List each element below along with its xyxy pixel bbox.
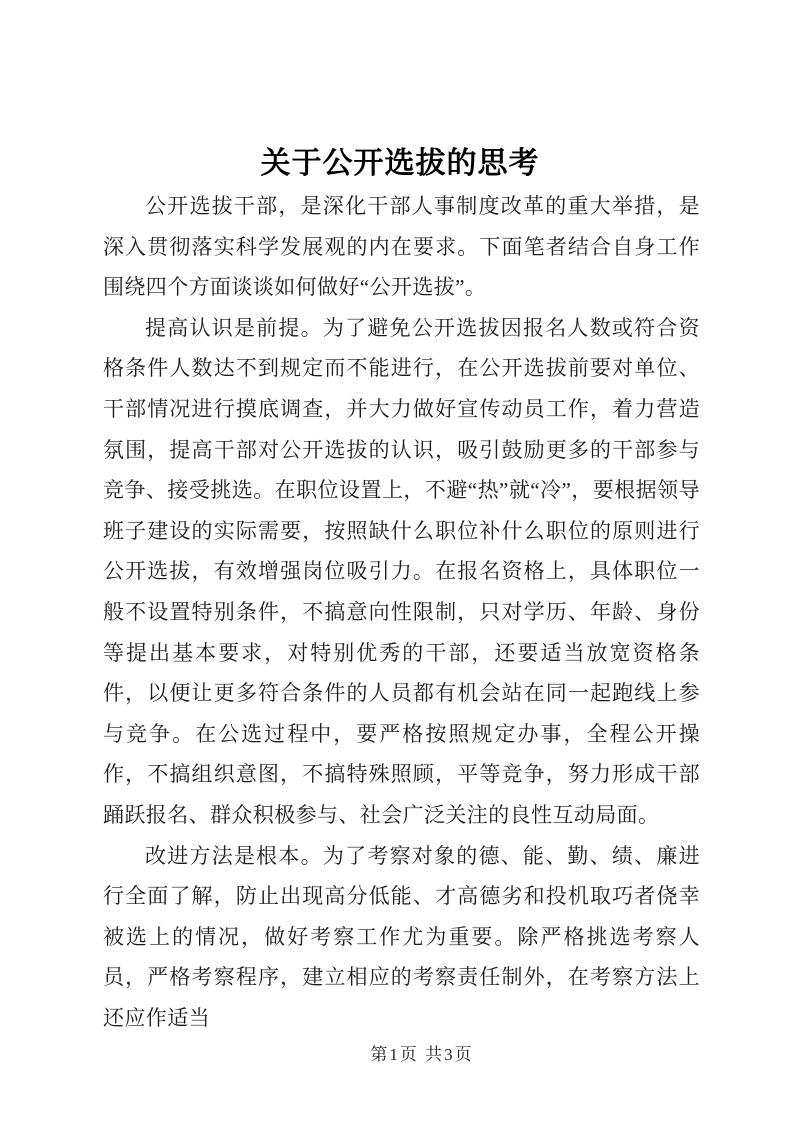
paragraph-raise-awareness: 提高认识是前提。为了避免公开选拔因报名人数或符合资格条件人数达不到规定而不能进行，在公开选拔前要对单位、干部情况进行摸底调查，并大力做好宣传动员工作，着力营造氛围，提高干部对公开选拔的认识，吸引鼓励更多的干部参与竞争、接受挑选。在职位设置上，不避“热”就“冷”，要根据领导班子建设的实际需要，按照缺什么职位补什么职位的原则进行公开选拔，有效增强岗位吸引力。在报名资格上，具体职位一般不设置特别条件，不搞意向性限制，只对学历、年龄、身份等提出基本要求，对特别优秀的干部，还要适当放宽资格条件，以便让更多符合条件的人员都有机会站在同一起跑线上参与竞争。在公选过程中，要严格按照规定办事，全程公开操作，不搞组织意图，不搞特殊照顾，平等竞争，努力形成干部踊跃报名、群众积极参与、社会广泛关注的良性互动局面。	[103, 315, 700, 827]
document-body	[0, 186, 800, 1038]
page-number-label: 第1页 共3页	[370, 1045, 474, 1064]
page-title: 关于公开选拔的思考	[260, 147, 540, 180]
page-footer	[0, 1040, 800, 1065]
paragraph-improve-methods: 改进方法是根本。为了考察对象的德、能、勤、绩、廉进行全面了解，防止出现高分低能、才高德劣和投机取巧者侥幸被选上的情况，做好考察工作尤为重要。除严格挑选考察人员，严格考察程序，建立相应的考察责任制外，在考察方法上还应作适当	[103, 843, 700, 1030]
paragraph-intro: 公开选拔干部，是深化干部人事制度改革的重大举措，是深入贯彻落实科学发展观的内在要求。下面笔者结合自身工作围绕四个方面谈谈如何做好“公开选拔”。	[103, 194, 700, 300]
